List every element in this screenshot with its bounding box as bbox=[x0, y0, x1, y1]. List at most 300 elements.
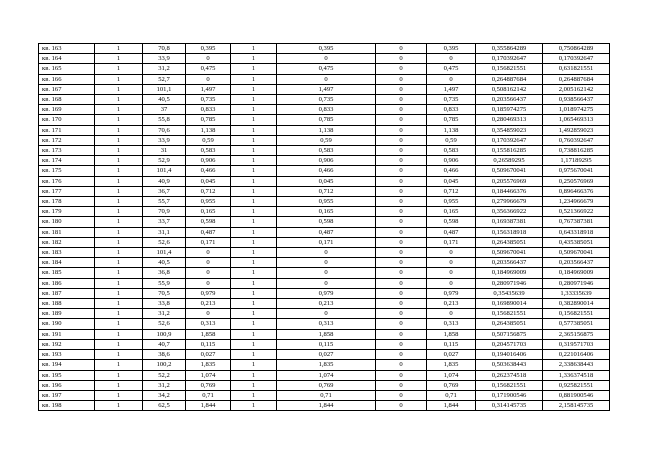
share-cell: 0,156821551 bbox=[476, 380, 543, 390]
share-cell: 0,354859023 bbox=[476, 125, 543, 135]
count-cell: 1 bbox=[95, 105, 143, 115]
result-cell: 0,583 bbox=[427, 146, 476, 156]
result-cell: 0,115 bbox=[427, 339, 476, 349]
factor-cell: 1 bbox=[231, 135, 277, 145]
adjusted-value-cell: 0,115 bbox=[277, 339, 376, 349]
factor-cell: 1 bbox=[231, 278, 277, 288]
count-cell: 1 bbox=[95, 146, 143, 156]
zero-cell: 0 bbox=[376, 105, 427, 115]
total-cell: 0,738816285 bbox=[543, 146, 610, 156]
share-cell: 0,264385051 bbox=[476, 237, 543, 247]
zero-cell: 0 bbox=[376, 350, 427, 360]
area-cell: 33,9 bbox=[143, 135, 186, 145]
value-cell: 0,598 bbox=[186, 217, 231, 227]
total-cell: 0,631821551 bbox=[543, 64, 610, 74]
total-cell: 1,065469313 bbox=[543, 115, 610, 125]
count-cell: 1 bbox=[95, 370, 143, 380]
adjusted-value-cell: 0,979 bbox=[277, 288, 376, 298]
result-cell: 0,598 bbox=[427, 217, 476, 227]
count-cell: 1 bbox=[95, 54, 143, 64]
count-cell: 1 bbox=[95, 350, 143, 360]
value-cell: 0,466 bbox=[186, 166, 231, 176]
total-cell: 1,336374518 bbox=[543, 370, 610, 380]
apartment-cell: кв. 173 bbox=[39, 146, 95, 156]
share-cell: 0,170392647 bbox=[476, 54, 543, 64]
total-cell: 0,203566437 bbox=[543, 258, 610, 268]
area-cell: 31,2 bbox=[143, 380, 186, 390]
count-cell: 1 bbox=[95, 329, 143, 339]
value-cell: 0,712 bbox=[186, 186, 231, 196]
apartment-cell: кв. 175 bbox=[39, 166, 95, 176]
factor-cell: 1 bbox=[231, 237, 277, 247]
adjusted-value-cell: 0,395 bbox=[277, 44, 376, 54]
value-cell: 1,844 bbox=[186, 401, 231, 411]
adjusted-value-cell: 0,59 bbox=[277, 135, 376, 145]
total-cell: 0,750864289 bbox=[543, 44, 610, 54]
zero-cell: 0 bbox=[376, 217, 427, 227]
share-cell: 0,156821551 bbox=[476, 64, 543, 74]
table-row bbox=[39, 288, 610, 298]
factor-cell: 1 bbox=[231, 95, 277, 105]
factor-cell: 1 bbox=[231, 64, 277, 74]
factor-cell: 1 bbox=[231, 125, 277, 135]
count-cell: 1 bbox=[95, 299, 143, 309]
zero-cell: 0 bbox=[376, 135, 427, 145]
adjusted-value-cell: 0,045 bbox=[277, 176, 376, 186]
total-cell: 1,234966679 bbox=[543, 197, 610, 207]
zero-cell: 0 bbox=[376, 146, 427, 156]
area-cell: 70,5 bbox=[143, 288, 186, 298]
table-row bbox=[39, 248, 610, 258]
value-cell: 0,475 bbox=[186, 64, 231, 74]
apartment-cell: кв. 171 bbox=[39, 125, 95, 135]
table-row bbox=[39, 319, 610, 329]
area-cell: 55,9 bbox=[143, 278, 186, 288]
zero-cell: 0 bbox=[376, 115, 427, 125]
share-cell: 0,503638443 bbox=[476, 360, 543, 370]
total-cell: 0,975670041 bbox=[543, 166, 610, 176]
area-cell: 55,8 bbox=[143, 115, 186, 125]
table-row bbox=[39, 278, 610, 288]
share-cell: 0,26589295 bbox=[476, 156, 543, 166]
count-cell: 1 bbox=[95, 237, 143, 247]
factor-cell: 1 bbox=[231, 227, 277, 237]
result-cell: 0 bbox=[427, 258, 476, 268]
factor-cell: 1 bbox=[231, 309, 277, 319]
table-row bbox=[39, 166, 610, 176]
count-cell: 1 bbox=[95, 207, 143, 217]
factor-cell: 1 bbox=[231, 360, 277, 370]
count-cell: 1 bbox=[95, 390, 143, 400]
apartment-cell: кв. 184 bbox=[39, 258, 95, 268]
table-row bbox=[39, 44, 610, 54]
table-row bbox=[39, 64, 610, 74]
area-cell: 62,5 bbox=[143, 401, 186, 411]
apartment-cell: кв. 190 bbox=[39, 319, 95, 329]
adjusted-value-cell: 0,313 bbox=[277, 319, 376, 329]
area-cell: 31,2 bbox=[143, 64, 186, 74]
table-row bbox=[39, 401, 610, 411]
adjusted-value-cell: 0,833 bbox=[277, 105, 376, 115]
result-cell: 0 bbox=[427, 74, 476, 84]
table-row bbox=[39, 125, 610, 135]
area-cell: 34,2 bbox=[143, 390, 186, 400]
result-cell: 0 bbox=[427, 309, 476, 319]
factor-cell: 1 bbox=[231, 299, 277, 309]
total-cell: 0,577385051 bbox=[543, 319, 610, 329]
total-cell: 1,17189295 bbox=[543, 156, 610, 166]
apartment-cell: кв. 172 bbox=[39, 135, 95, 145]
share-cell: 0,35435639 bbox=[476, 288, 543, 298]
share-cell: 0,508162142 bbox=[476, 84, 543, 94]
count-cell: 1 bbox=[95, 186, 143, 196]
total-cell: 2,338638443 bbox=[543, 360, 610, 370]
area-cell: 52,9 bbox=[143, 156, 186, 166]
table-body bbox=[39, 44, 610, 411]
count-cell: 1 bbox=[95, 319, 143, 329]
value-cell: 0,979 bbox=[186, 288, 231, 298]
adjusted-value-cell: 0 bbox=[277, 258, 376, 268]
factor-cell: 1 bbox=[231, 74, 277, 84]
zero-cell: 0 bbox=[376, 95, 427, 105]
factor-cell: 1 bbox=[231, 54, 277, 64]
value-cell: 0 bbox=[186, 54, 231, 64]
result-cell: 0,906 bbox=[427, 156, 476, 166]
result-cell: 0 bbox=[427, 54, 476, 64]
total-cell: 0,521366922 bbox=[543, 207, 610, 217]
zero-cell: 0 bbox=[376, 237, 427, 247]
factor-cell: 1 bbox=[231, 319, 277, 329]
result-cell: 0,213 bbox=[427, 299, 476, 309]
table-row bbox=[39, 156, 610, 166]
area-cell: 52,7 bbox=[143, 74, 186, 84]
apartment-cell: кв. 163 bbox=[39, 44, 95, 54]
share-cell: 0,185974275 bbox=[476, 105, 543, 115]
value-cell: 0,735 bbox=[186, 95, 231, 105]
apartment-cell: кв. 189 bbox=[39, 309, 95, 319]
zero-cell: 0 bbox=[376, 125, 427, 135]
zero-cell: 0 bbox=[376, 156, 427, 166]
zero-cell: 0 bbox=[376, 197, 427, 207]
area-cell: 36,7 bbox=[143, 186, 186, 196]
share-cell: 0,280971946 bbox=[476, 278, 543, 288]
adjusted-value-cell: 0,027 bbox=[277, 350, 376, 360]
apartment-cell: кв. 187 bbox=[39, 288, 95, 298]
zero-cell: 0 bbox=[376, 227, 427, 237]
share-cell: 0,156821551 bbox=[476, 309, 543, 319]
total-cell: 0,156821551 bbox=[543, 309, 610, 319]
zero-cell: 0 bbox=[376, 84, 427, 94]
factor-cell: 1 bbox=[231, 146, 277, 156]
adjusted-value-cell: 0,487 bbox=[277, 227, 376, 237]
table-row bbox=[39, 309, 610, 319]
apartment-cell: кв. 180 bbox=[39, 217, 95, 227]
area-cell: 101,4 bbox=[143, 166, 186, 176]
table-row bbox=[39, 339, 610, 349]
apartment-cell: кв. 177 bbox=[39, 186, 95, 196]
result-cell: 0,487 bbox=[427, 227, 476, 237]
table-row bbox=[39, 390, 610, 400]
apartment-data-table bbox=[38, 43, 610, 411]
apartment-cell: кв. 185 bbox=[39, 268, 95, 278]
total-cell: 0,170392647 bbox=[543, 54, 610, 64]
total-cell: 2,005162142 bbox=[543, 84, 610, 94]
spreadsheet-page bbox=[38, 43, 609, 411]
table-row bbox=[39, 54, 610, 64]
table-row bbox=[39, 176, 610, 186]
zero-cell: 0 bbox=[376, 268, 427, 278]
result-cell: 0,395 bbox=[427, 44, 476, 54]
share-cell: 0,262374518 bbox=[476, 370, 543, 380]
count-cell: 1 bbox=[95, 84, 143, 94]
area-cell: 36,8 bbox=[143, 268, 186, 278]
count-cell: 1 bbox=[95, 278, 143, 288]
count-cell: 1 bbox=[95, 135, 143, 145]
share-cell: 0,314145735 bbox=[476, 401, 543, 411]
share-cell: 0,509670041 bbox=[476, 166, 543, 176]
count-cell: 1 bbox=[95, 248, 143, 258]
result-cell: 1,858 bbox=[427, 329, 476, 339]
area-cell: 55,7 bbox=[143, 197, 186, 207]
factor-cell: 1 bbox=[231, 288, 277, 298]
adjusted-value-cell: 0,171 bbox=[277, 237, 376, 247]
apartment-cell: кв. 174 bbox=[39, 156, 95, 166]
share-cell: 0,170392647 bbox=[476, 135, 543, 145]
value-cell: 0,487 bbox=[186, 227, 231, 237]
share-cell: 0,507156875 bbox=[476, 329, 543, 339]
area-cell: 52,6 bbox=[143, 319, 186, 329]
result-cell: 0,785 bbox=[427, 115, 476, 125]
count-cell: 1 bbox=[95, 309, 143, 319]
apartment-cell: кв. 168 bbox=[39, 95, 95, 105]
share-cell: 0,203566437 bbox=[476, 258, 543, 268]
adjusted-value-cell: 1,844 bbox=[277, 401, 376, 411]
result-cell: 0,475 bbox=[427, 64, 476, 74]
share-cell: 0,355864289 bbox=[476, 44, 543, 54]
table-row bbox=[39, 115, 610, 125]
apartment-cell: кв. 192 bbox=[39, 339, 95, 349]
count-cell: 1 bbox=[95, 197, 143, 207]
total-cell: 0,881900546 bbox=[543, 390, 610, 400]
adjusted-value-cell: 0 bbox=[277, 74, 376, 84]
total-cell: 0,896466376 bbox=[543, 186, 610, 196]
area-cell: 38,6 bbox=[143, 350, 186, 360]
apartment-cell: кв. 194 bbox=[39, 360, 95, 370]
table-row bbox=[39, 258, 610, 268]
share-cell: 0,171900546 bbox=[476, 390, 543, 400]
adjusted-value-cell: 0,71 bbox=[277, 390, 376, 400]
zero-cell: 0 bbox=[376, 54, 427, 64]
result-cell: 0,165 bbox=[427, 207, 476, 217]
share-cell: 0,356366922 bbox=[476, 207, 543, 217]
table-row bbox=[39, 227, 610, 237]
share-cell: 0,205576969 bbox=[476, 176, 543, 186]
value-cell: 0,583 bbox=[186, 146, 231, 156]
share-cell: 0,169890014 bbox=[476, 299, 543, 309]
adjusted-value-cell: 0 bbox=[277, 248, 376, 258]
factor-cell: 1 bbox=[231, 401, 277, 411]
value-cell: 0,59 bbox=[186, 135, 231, 145]
adjusted-value-cell: 0,213 bbox=[277, 299, 376, 309]
factor-cell: 1 bbox=[231, 390, 277, 400]
zero-cell: 0 bbox=[376, 64, 427, 74]
factor-cell: 1 bbox=[231, 156, 277, 166]
area-cell: 40,5 bbox=[143, 95, 186, 105]
adjusted-value-cell: 0,475 bbox=[277, 64, 376, 74]
zero-cell: 0 bbox=[376, 166, 427, 176]
value-cell: 0 bbox=[186, 268, 231, 278]
zero-cell: 0 bbox=[376, 380, 427, 390]
value-cell: 1,858 bbox=[186, 329, 231, 339]
area-cell: 70,6 bbox=[143, 125, 186, 135]
adjusted-value-cell: 0,785 bbox=[277, 115, 376, 125]
factor-cell: 1 bbox=[231, 84, 277, 94]
apartment-cell: кв. 166 bbox=[39, 74, 95, 84]
count-cell: 1 bbox=[95, 339, 143, 349]
result-cell: 0,735 bbox=[427, 95, 476, 105]
result-cell: 1,497 bbox=[427, 84, 476, 94]
zero-cell: 0 bbox=[376, 44, 427, 54]
adjusted-value-cell: 0,955 bbox=[277, 197, 376, 207]
area-cell: 37 bbox=[143, 105, 186, 115]
area-cell: 101,1 bbox=[143, 84, 186, 94]
share-cell: 0,264385051 bbox=[476, 319, 543, 329]
adjusted-value-cell: 0 bbox=[277, 268, 376, 278]
result-cell: 1,835 bbox=[427, 360, 476, 370]
share-cell: 0,155816285 bbox=[476, 146, 543, 156]
factor-cell: 1 bbox=[231, 186, 277, 196]
count-cell: 1 bbox=[95, 288, 143, 298]
table-row bbox=[39, 105, 610, 115]
value-cell: 1,835 bbox=[186, 360, 231, 370]
result-cell: 1,844 bbox=[427, 401, 476, 411]
value-cell: 0,785 bbox=[186, 115, 231, 125]
adjusted-value-cell: 1,858 bbox=[277, 329, 376, 339]
value-cell: 1,138 bbox=[186, 125, 231, 135]
table-row bbox=[39, 380, 610, 390]
total-cell: 1,492859023 bbox=[543, 125, 610, 135]
value-cell: 0,115 bbox=[186, 339, 231, 349]
result-cell: 0,171 bbox=[427, 237, 476, 247]
factor-cell: 1 bbox=[231, 166, 277, 176]
zero-cell: 0 bbox=[376, 299, 427, 309]
adjusted-value-cell: 0,735 bbox=[277, 95, 376, 105]
table-row bbox=[39, 329, 610, 339]
apartment-cell: кв. 169 bbox=[39, 105, 95, 115]
area-cell: 33,7 bbox=[143, 217, 186, 227]
table-row bbox=[39, 146, 610, 156]
count-cell: 1 bbox=[95, 74, 143, 84]
count-cell: 1 bbox=[95, 95, 143, 105]
table-row bbox=[39, 370, 610, 380]
total-cell: 0,509670041 bbox=[543, 248, 610, 258]
factor-cell: 1 bbox=[231, 105, 277, 115]
total-cell: 2,365156875 bbox=[543, 329, 610, 339]
apartment-cell: кв. 188 bbox=[39, 299, 95, 309]
result-cell: 1,074 bbox=[427, 370, 476, 380]
zero-cell: 0 bbox=[376, 360, 427, 370]
factor-cell: 1 bbox=[231, 207, 277, 217]
factor-cell: 1 bbox=[231, 339, 277, 349]
apartment-cell: кв. 165 bbox=[39, 64, 95, 74]
apartment-cell: кв. 198 bbox=[39, 401, 95, 411]
area-cell: 40,5 bbox=[143, 258, 186, 268]
factor-cell: 1 bbox=[231, 44, 277, 54]
zero-cell: 0 bbox=[376, 319, 427, 329]
zero-cell: 0 bbox=[376, 74, 427, 84]
value-cell: 0,769 bbox=[186, 380, 231, 390]
adjusted-value-cell: 0 bbox=[277, 278, 376, 288]
total-cell: 1,33335639 bbox=[543, 288, 610, 298]
table-row bbox=[39, 360, 610, 370]
result-cell: 0,955 bbox=[427, 197, 476, 207]
area-cell: 70,9 bbox=[143, 207, 186, 217]
apartment-cell: кв. 182 bbox=[39, 237, 95, 247]
count-cell: 1 bbox=[95, 166, 143, 176]
value-cell: 0,213 bbox=[186, 299, 231, 309]
area-cell: 52,2 bbox=[143, 370, 186, 380]
apartment-cell: кв. 183 bbox=[39, 248, 95, 258]
area-cell: 40,7 bbox=[143, 339, 186, 349]
adjusted-value-cell: 0,598 bbox=[277, 217, 376, 227]
table-row bbox=[39, 135, 610, 145]
value-cell: 0 bbox=[186, 74, 231, 84]
total-cell: 0,250576969 bbox=[543, 176, 610, 186]
value-cell: 1,074 bbox=[186, 370, 231, 380]
value-cell: 0,313 bbox=[186, 319, 231, 329]
zero-cell: 0 bbox=[376, 207, 427, 217]
factor-cell: 1 bbox=[231, 115, 277, 125]
apartment-cell: кв. 191 bbox=[39, 329, 95, 339]
apartment-cell: кв. 193 bbox=[39, 350, 95, 360]
value-cell: 0 bbox=[186, 278, 231, 288]
share-cell: 0,279966679 bbox=[476, 197, 543, 207]
value-cell: 0 bbox=[186, 309, 231, 319]
value-cell: 0 bbox=[186, 258, 231, 268]
adjusted-value-cell: 0,583 bbox=[277, 146, 376, 156]
result-cell: 0,71 bbox=[427, 390, 476, 400]
area-cell: 70,8 bbox=[143, 44, 186, 54]
share-cell: 0,203566437 bbox=[476, 95, 543, 105]
area-cell: 52,6 bbox=[143, 237, 186, 247]
apartment-cell: кв. 176 bbox=[39, 176, 95, 186]
result-cell: 0 bbox=[427, 268, 476, 278]
count-cell: 1 bbox=[95, 268, 143, 278]
result-cell: 0 bbox=[427, 248, 476, 258]
zero-cell: 0 bbox=[376, 339, 427, 349]
total-cell: 0,925821551 bbox=[543, 380, 610, 390]
factor-cell: 1 bbox=[231, 197, 277, 207]
adjusted-value-cell: 0,769 bbox=[277, 380, 376, 390]
table-row bbox=[39, 95, 610, 105]
result-cell: 0,833 bbox=[427, 105, 476, 115]
factor-cell: 1 bbox=[231, 268, 277, 278]
table-row bbox=[39, 74, 610, 84]
factor-cell: 1 bbox=[231, 258, 277, 268]
result-cell: 0,712 bbox=[427, 186, 476, 196]
total-cell: 2,158145735 bbox=[543, 401, 610, 411]
result-cell: 0,045 bbox=[427, 176, 476, 186]
share-cell: 0,280469313 bbox=[476, 115, 543, 125]
apartment-cell: кв. 186 bbox=[39, 278, 95, 288]
table-row bbox=[39, 207, 610, 217]
apartment-cell: кв. 195 bbox=[39, 370, 95, 380]
zero-cell: 0 bbox=[376, 329, 427, 339]
count-cell: 1 bbox=[95, 380, 143, 390]
total-cell: 0,382890014 bbox=[543, 299, 610, 309]
total-cell: 0,264887684 bbox=[543, 74, 610, 84]
factor-cell: 1 bbox=[231, 380, 277, 390]
